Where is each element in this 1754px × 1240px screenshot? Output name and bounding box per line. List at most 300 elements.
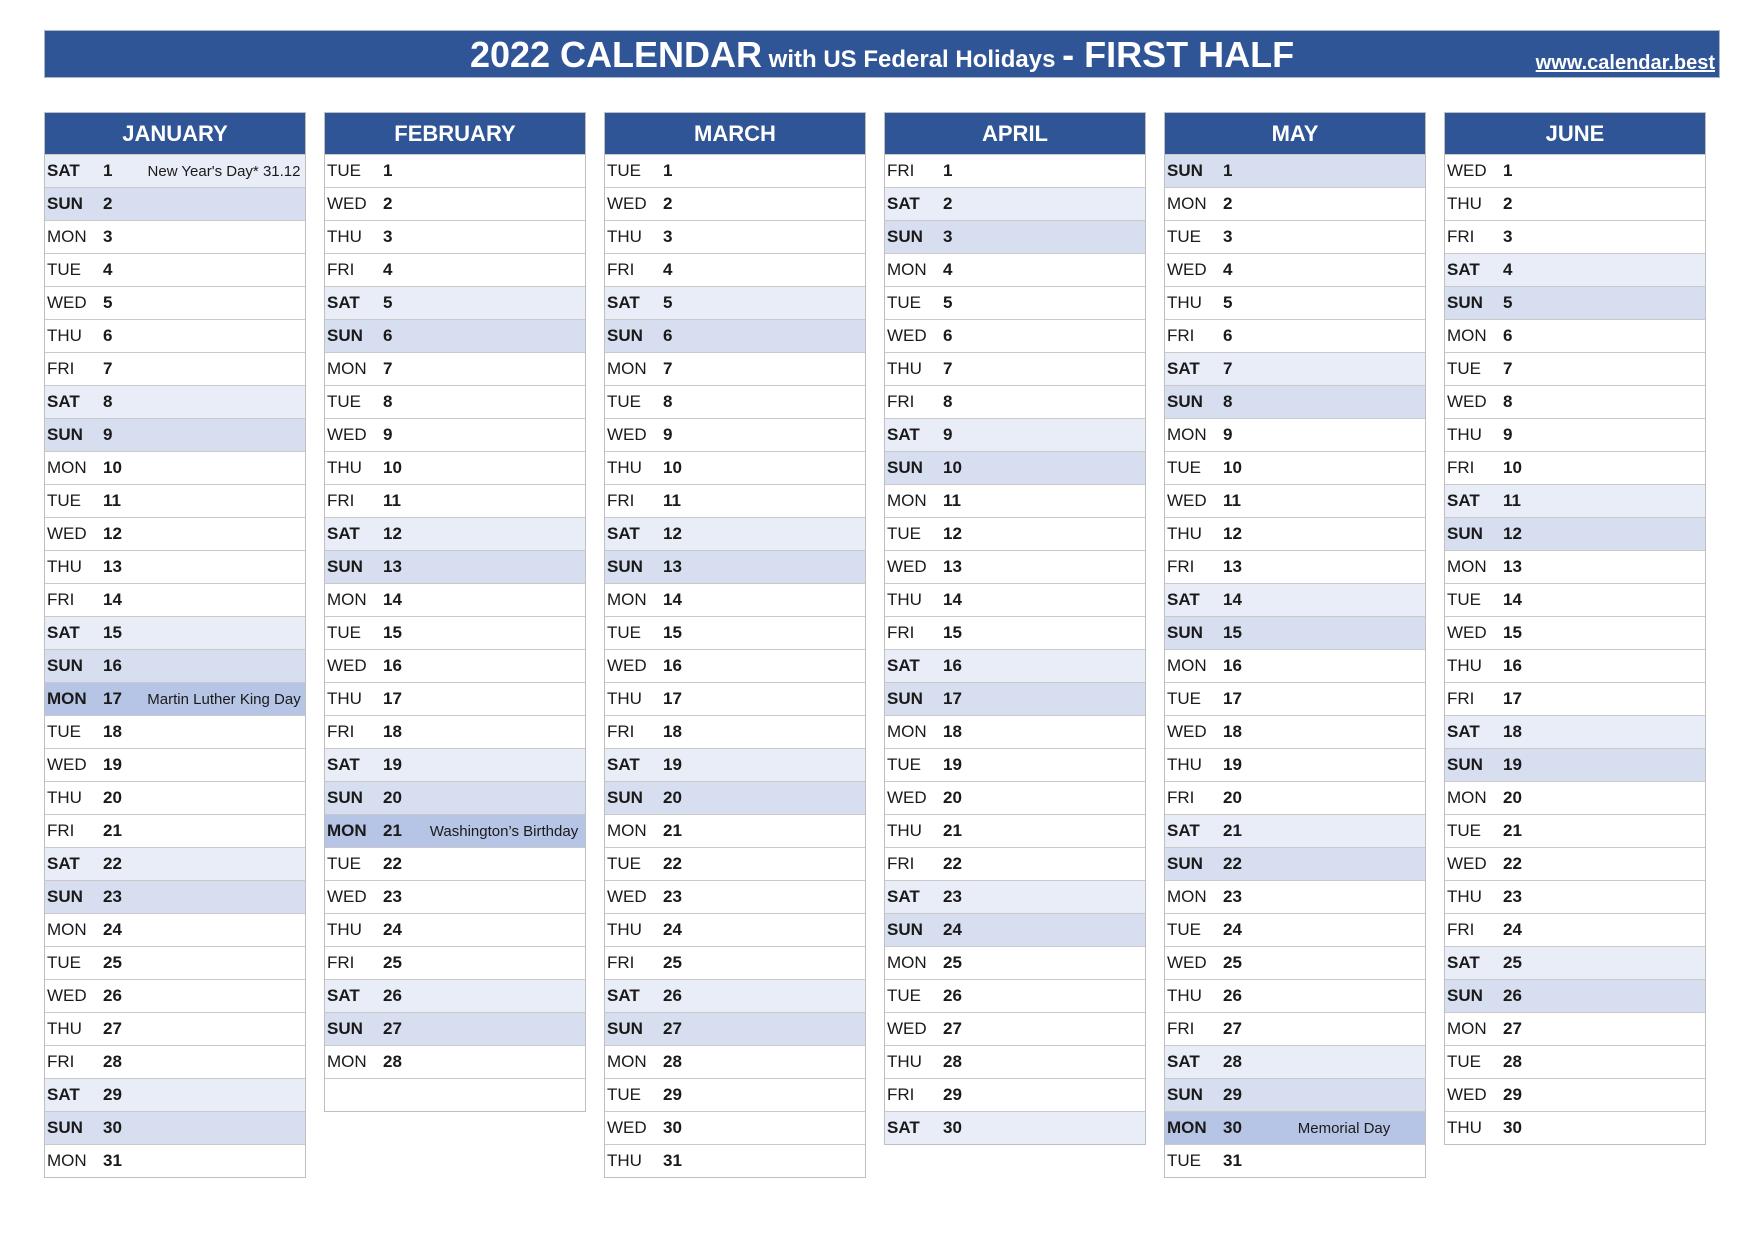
weekday-label: MON — [47, 689, 87, 708]
month-may — [1164, 112, 1426, 1178]
day-number: 8 — [943, 392, 953, 411]
day-number: 23 — [663, 887, 682, 906]
weekday-label: FRI — [1167, 557, 1195, 576]
day-row — [1445, 913, 1705, 946]
weekday-label: SAT — [1167, 590, 1200, 609]
day-row — [605, 154, 865, 187]
day-row — [605, 682, 865, 715]
weekday-label: THU — [1167, 755, 1202, 774]
day-row — [885, 814, 1145, 847]
weekday-label: SUN — [327, 557, 363, 576]
day-row — [1165, 913, 1425, 946]
day-number: 11 — [1223, 491, 1241, 510]
weekday-label: SAT — [607, 524, 640, 543]
day-row — [45, 748, 305, 781]
weekday-label: MON — [327, 1052, 367, 1071]
day-number: 19 — [103, 755, 122, 774]
day-number: 17 — [943, 689, 962, 708]
weekday-label: THU — [47, 557, 82, 576]
weekday-label: SAT — [47, 854, 80, 873]
day-row — [1445, 418, 1705, 451]
weekday-label: SAT — [1167, 1052, 1200, 1071]
weekday-label: SAT — [1447, 953, 1480, 972]
weekday-label: THU — [47, 326, 82, 345]
day-number: 7 — [663, 359, 673, 378]
weekday-label: THU — [607, 227, 642, 246]
weekday-label: TUE — [607, 1085, 641, 1104]
day-number: 21 — [663, 821, 682, 840]
month-june — [1444, 112, 1706, 1145]
weekday-label: MON — [1167, 194, 1207, 213]
weekday-label: SUN — [47, 194, 83, 213]
weekday-label: WED — [887, 557, 927, 576]
weekday-label: MON — [1447, 557, 1487, 576]
day-number: 28 — [383, 1052, 402, 1071]
weekday-label: SUN — [47, 425, 83, 444]
weekday-label: WED — [1167, 953, 1207, 972]
day-row — [605, 1012, 865, 1045]
day-row — [605, 715, 865, 748]
weekday-label: SUN — [1447, 293, 1483, 312]
day-row — [325, 451, 585, 484]
weekday-label: TUE — [887, 524, 921, 543]
weekday-label: FRI — [327, 722, 355, 741]
day-number: 4 — [1503, 260, 1513, 279]
day-number: 26 — [1503, 986, 1522, 1005]
weekday-label: TUE — [327, 392, 361, 411]
day-number: 14 — [943, 590, 962, 609]
weekday-label: TUE — [887, 986, 921, 1005]
weekday-label: SAT — [887, 656, 920, 675]
weekday-label: SUN — [1447, 755, 1483, 774]
day-row — [885, 187, 1145, 220]
day-row — [325, 682, 585, 715]
weekday-label: TUE — [47, 491, 81, 510]
weekday-label: MON — [1447, 326, 1487, 345]
weekday-label: FRI — [887, 1085, 915, 1104]
day-number: 6 — [943, 326, 953, 345]
day-row — [885, 979, 1145, 1012]
weekday-label: SAT — [887, 194, 920, 213]
day-number: 25 — [943, 953, 962, 972]
weekday-label: WED — [47, 524, 87, 543]
day-number: 29 — [1503, 1085, 1522, 1104]
holiday-name: Memorial Day — [1297, 1119, 1391, 1137]
day-row — [45, 451, 305, 484]
day-number: 9 — [103, 425, 113, 444]
day-row — [1165, 319, 1425, 352]
day-number: 4 — [943, 260, 953, 279]
day-number: 3 — [1503, 227, 1513, 246]
day-row — [1165, 748, 1425, 781]
day-number: 1 — [1503, 161, 1513, 180]
day-number: 10 — [1223, 458, 1242, 477]
day-number: 6 — [663, 326, 673, 345]
day-number: 9 — [1223, 425, 1233, 444]
day-row — [1445, 517, 1705, 550]
day-row — [605, 913, 865, 946]
weekday-label: THU — [607, 1151, 642, 1170]
day-number: 5 — [1503, 293, 1513, 312]
day-number: 11 — [663, 491, 681, 510]
day-number: 3 — [663, 227, 673, 246]
weekday-label: THU — [47, 1019, 82, 1038]
weekday-label: TUE — [607, 161, 641, 180]
day-number: 17 — [383, 689, 402, 708]
weekday-label: FRI — [887, 623, 915, 642]
weekday-label: THU — [47, 788, 82, 807]
day-number: 18 — [1503, 722, 1522, 741]
day-number: 18 — [663, 722, 682, 741]
day-number: 14 — [103, 590, 122, 609]
day-number: 14 — [663, 590, 682, 609]
weekday-label: SUN — [327, 326, 363, 345]
day-row — [1165, 649, 1425, 682]
day-number: 14 — [1223, 590, 1242, 609]
day-number: 23 — [103, 887, 122, 906]
month-march — [604, 112, 866, 1178]
day-row — [325, 187, 585, 220]
weekday-label: FRI — [1447, 458, 1475, 477]
day-row — [1165, 847, 1425, 880]
day-row — [1445, 979, 1705, 1012]
day-row — [605, 385, 865, 418]
weekday-label: TUE — [327, 623, 361, 642]
holiday-name: New Year's Day* 31.12 — [147, 162, 301, 180]
weekday-label: SUN — [607, 1019, 643, 1038]
day-row — [885, 682, 1145, 715]
day-number: 30 — [103, 1118, 122, 1137]
day-row — [1445, 1045, 1705, 1078]
day-row — [1445, 1012, 1705, 1045]
weekday-label: WED — [607, 887, 647, 906]
weekday-label: SAT — [1447, 260, 1480, 279]
day-row — [45, 187, 305, 220]
day-row — [885, 748, 1145, 781]
weekday-label: FRI — [47, 359, 75, 378]
day-row — [885, 781, 1145, 814]
weekday-label: MON — [607, 590, 647, 609]
day-row — [1165, 583, 1425, 616]
weekday-label: THU — [887, 1052, 922, 1071]
day-number: 6 — [1223, 326, 1233, 345]
weekday-label: FRI — [607, 260, 635, 279]
weekday-label: TUE — [47, 260, 81, 279]
day-number: 15 — [103, 623, 122, 642]
weekday-label: WED — [47, 293, 87, 312]
day-number: 27 — [943, 1019, 962, 1038]
weekday-label: SAT — [607, 986, 640, 1005]
day-row — [885, 583, 1145, 616]
weekday-label: TUE — [607, 854, 641, 873]
day-row — [1445, 880, 1705, 913]
weekday-label: SUN — [607, 326, 643, 345]
weekday-label: SUN — [1167, 392, 1203, 411]
day-row — [325, 583, 585, 616]
day-number: 19 — [663, 755, 682, 774]
day-row — [1445, 1078, 1705, 1111]
day-row — [885, 946, 1145, 979]
day-row — [605, 1078, 865, 1111]
day-row — [1165, 946, 1425, 979]
weekday-label: SUN — [1167, 854, 1203, 873]
weekday-label: THU — [1447, 194, 1482, 213]
day-number: 7 — [1223, 359, 1233, 378]
weekday-label: THU — [1447, 1118, 1482, 1137]
weekday-label: MON — [327, 821, 367, 840]
weekday-label: MON — [887, 260, 927, 279]
weekday-label: MON — [1167, 425, 1207, 444]
day-number: 16 — [1503, 656, 1522, 675]
day-number: 10 — [103, 458, 122, 477]
day-row — [45, 847, 305, 880]
day-row — [605, 253, 865, 286]
weekday-label: FRI — [47, 1052, 75, 1071]
day-number: 16 — [943, 656, 962, 675]
day-number: 22 — [663, 854, 682, 873]
day-number: 20 — [103, 788, 122, 807]
weekday-label: THU — [607, 689, 642, 708]
day-number: 9 — [383, 425, 393, 444]
day-number: 24 — [1223, 920, 1242, 939]
day-number: 7 — [103, 359, 113, 378]
day-row — [605, 1111, 865, 1144]
day-row — [325, 418, 585, 451]
weekday-label: WED — [327, 194, 367, 213]
day-number: 17 — [1503, 689, 1522, 708]
weekday-label: FRI — [607, 491, 635, 510]
day-row — [1445, 220, 1705, 253]
weekday-label: WED — [607, 656, 647, 675]
day-row — [45, 913, 305, 946]
day-row — [45, 781, 305, 814]
weekday-label: SAT — [1447, 722, 1480, 741]
day-row — [45, 583, 305, 616]
day-number: 25 — [1503, 953, 1522, 972]
day-number: 22 — [1503, 854, 1522, 873]
day-number: 12 — [943, 524, 962, 543]
weekday-label: TUE — [1447, 590, 1481, 609]
weekday-label: SAT — [327, 986, 360, 1005]
day-row — [1165, 1012, 1425, 1045]
day-row — [1445, 682, 1705, 715]
day-number: 19 — [1503, 755, 1522, 774]
weekday-label: WED — [327, 656, 367, 675]
day-row — [885, 847, 1145, 880]
day-row — [45, 1045, 305, 1078]
day-number: 18 — [1223, 722, 1242, 741]
day-number: 10 — [943, 458, 962, 477]
day-number: 15 — [1503, 623, 1522, 642]
day-row — [325, 847, 585, 880]
day-number: 21 — [1503, 821, 1522, 840]
day-number: 1 — [943, 161, 953, 180]
day-row — [885, 913, 1145, 946]
day-row — [605, 616, 865, 649]
day-row — [325, 385, 585, 418]
weekday-label: THU — [1167, 293, 1202, 312]
holiday-row — [45, 682, 305, 715]
day-row — [1445, 385, 1705, 418]
day-number: 27 — [663, 1019, 682, 1038]
day-number: 8 — [103, 392, 113, 411]
website-link[interactable]: www.calendar.best — [1535, 52, 1715, 74]
day-number: 30 — [663, 1118, 682, 1137]
day-number: 11 — [103, 491, 121, 510]
weekday-label: SAT — [887, 1118, 920, 1137]
day-number: 12 — [663, 524, 682, 543]
weekday-label: SUN — [1447, 986, 1483, 1005]
weekday-label: MON — [47, 920, 87, 939]
day-row — [885, 1012, 1145, 1045]
day-row — [45, 484, 305, 517]
day-number: 4 — [383, 260, 393, 279]
day-row — [885, 1078, 1145, 1111]
day-number: 5 — [943, 293, 953, 312]
weekday-label: THU — [887, 590, 922, 609]
day-number: 27 — [1223, 1019, 1242, 1038]
day-number: 17 — [663, 689, 682, 708]
day-row — [45, 649, 305, 682]
day-number: 11 — [1503, 491, 1521, 510]
day-number: 16 — [103, 656, 122, 675]
weekday-label: FRI — [1167, 788, 1195, 807]
weekday-label: THU — [1447, 425, 1482, 444]
weekday-label: SAT — [47, 1085, 80, 1104]
day-number: 1 — [663, 161, 673, 180]
day-number: 11 — [943, 491, 961, 510]
day-row — [1445, 286, 1705, 319]
holiday-name: Martin Luther King Day — [147, 690, 301, 708]
day-row — [605, 220, 865, 253]
weekday-label: SAT — [327, 524, 360, 543]
day-number: 10 — [663, 458, 682, 477]
day-row — [605, 484, 865, 517]
day-number: 8 — [1503, 392, 1513, 411]
day-number: 6 — [1503, 326, 1513, 345]
weekday-label: SAT — [47, 392, 80, 411]
day-number: 21 — [103, 821, 122, 840]
day-number: 13 — [1223, 557, 1242, 576]
day-row — [1445, 550, 1705, 583]
month-february — [324, 112, 586, 1112]
weekday-label: SUN — [47, 656, 83, 675]
weekday-label: THU — [327, 920, 362, 939]
day-row — [1165, 814, 1425, 847]
day-row — [45, 319, 305, 352]
day-row — [885, 220, 1145, 253]
day-number: 26 — [103, 986, 122, 1005]
weekday-label: MON — [1167, 1118, 1207, 1137]
weekday-label: TUE — [607, 623, 641, 642]
day-number: 29 — [943, 1085, 962, 1104]
weekday-label: SUN — [887, 458, 923, 477]
weekday-label: MON — [887, 722, 927, 741]
title-half: - FIRST HALF — [1062, 34, 1295, 75]
day-row — [45, 1078, 305, 1111]
day-row — [325, 715, 585, 748]
day-row — [1165, 715, 1425, 748]
day-number: 10 — [1503, 458, 1522, 477]
day-number: 7 — [1503, 359, 1513, 378]
day-row — [325, 649, 585, 682]
day-number: 31 — [663, 1151, 682, 1170]
day-number: 13 — [663, 557, 682, 576]
day-number: 2 — [383, 194, 393, 213]
day-row — [325, 286, 585, 319]
day-row — [1165, 1144, 1425, 1177]
day-row — [1165, 781, 1425, 814]
day-row — [605, 319, 865, 352]
day-number: 10 — [383, 458, 402, 477]
day-row — [605, 451, 865, 484]
weekday-label: THU — [607, 920, 642, 939]
weekday-label: TUE — [1447, 1052, 1481, 1071]
day-number: 9 — [1503, 425, 1513, 444]
weekday-label: THU — [327, 227, 362, 246]
weekday-label: THU — [887, 821, 922, 840]
weekday-label: SAT — [47, 623, 80, 642]
day-number: 6 — [103, 326, 113, 345]
weekday-label: MON — [607, 1052, 647, 1071]
day-row — [45, 715, 305, 748]
day-number: 16 — [1223, 656, 1242, 675]
day-row — [45, 220, 305, 253]
weekday-label: FRI — [47, 821, 75, 840]
weekday-label: SAT — [1447, 491, 1480, 510]
day-number: 28 — [103, 1052, 122, 1071]
day-row — [885, 352, 1145, 385]
weekday-label: SUN — [327, 788, 363, 807]
day-row — [325, 781, 585, 814]
weekday-label: SUN — [607, 557, 643, 576]
day-row — [885, 319, 1145, 352]
day-number: 26 — [663, 986, 682, 1005]
day-row — [1445, 616, 1705, 649]
weekday-label: WED — [1447, 161, 1487, 180]
weekday-label: FRI — [1447, 920, 1475, 939]
weekday-label: SUN — [1167, 161, 1203, 180]
weekday-label: WED — [607, 1118, 647, 1137]
day-row — [45, 418, 305, 451]
day-number: 27 — [103, 1019, 122, 1038]
weekday-label: MON — [887, 491, 927, 510]
weekday-label: THU — [887, 359, 922, 378]
day-row — [1165, 880, 1425, 913]
day-number: 6 — [383, 326, 393, 345]
day-row — [885, 385, 1145, 418]
day-number: 21 — [943, 821, 962, 840]
day-number: 23 — [1503, 887, 1522, 906]
month-header: FEBRUARY — [325, 113, 585, 154]
day-row — [885, 880, 1145, 913]
day-row — [45, 979, 305, 1012]
weekday-label: WED — [1447, 854, 1487, 873]
day-row — [605, 946, 865, 979]
day-row — [1445, 847, 1705, 880]
weekday-label: WED — [607, 425, 647, 444]
weekday-label: FRI — [887, 392, 915, 411]
weekday-label: SAT — [607, 293, 640, 312]
weekday-label: SUN — [327, 1019, 363, 1038]
weekday-label: SUN — [887, 689, 923, 708]
day-number: 15 — [383, 623, 402, 642]
day-number: 31 — [103, 1151, 122, 1170]
weekday-label: TUE — [1167, 458, 1201, 477]
weekday-label: MON — [47, 227, 87, 246]
day-row — [325, 550, 585, 583]
day-number: 26 — [943, 986, 962, 1005]
